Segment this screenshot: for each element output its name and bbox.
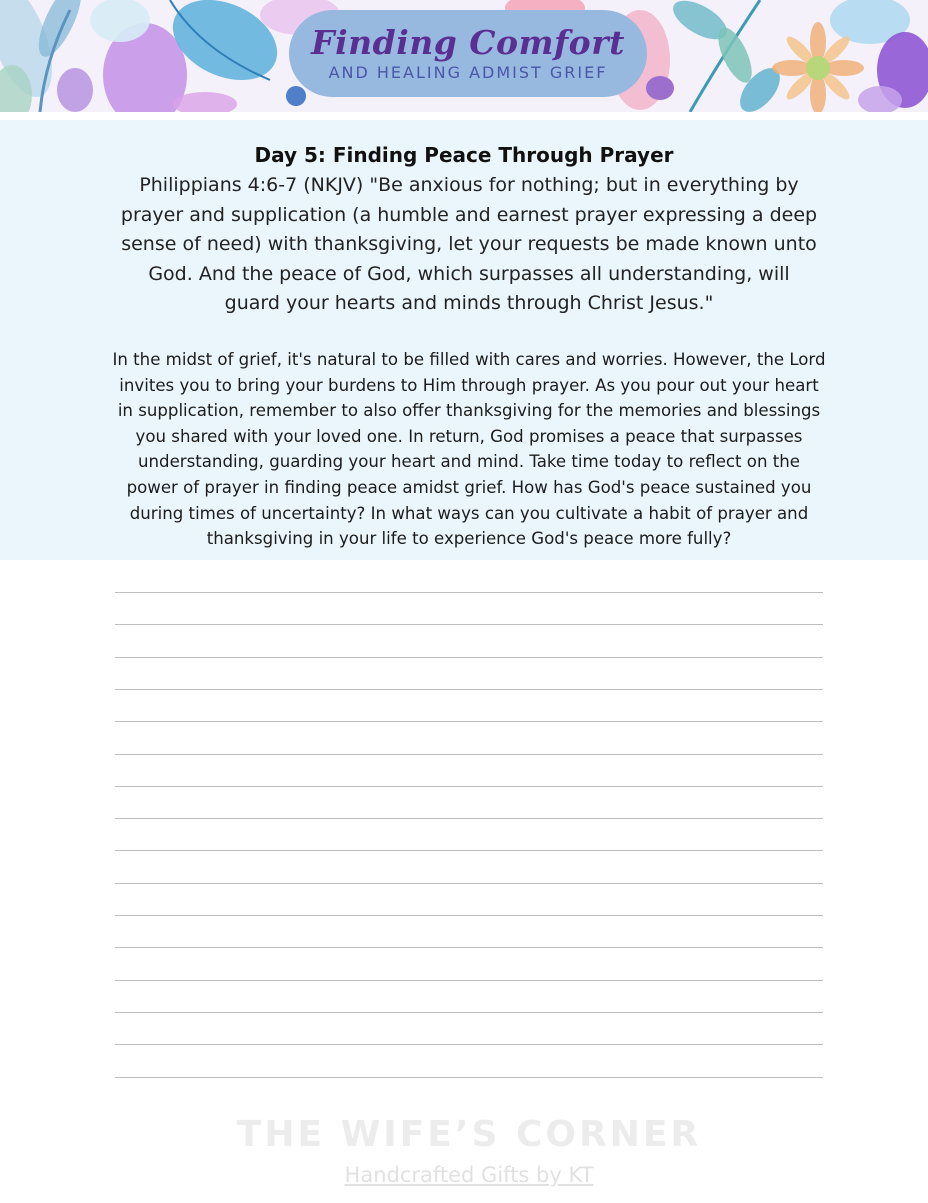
journal-line [115,1077,823,1078]
reflection-paragraph [72,347,866,552]
day-title: Day 5: Finding Peace Through Prayer [254,143,674,167]
journal-line [115,721,823,722]
journal-line [115,980,823,981]
journal-line [115,754,823,755]
journal-line [115,592,823,593]
journal-line [115,657,823,658]
reflection-line: you shared with your loved one. In return, God promises a peace that surpasses [135,426,803,446]
verse-line: sense of need) with thanksgiving, let your requests be made known unto [121,233,817,256]
reflection-line: In the midst of grief, it's natural to be filled with cares and worries. However, the Lord [112,350,826,369]
footer-subtitle-watermark: Handcrafted Gifts by KT [344,1163,594,1187]
journal-line [115,624,823,625]
journal-line [115,786,823,787]
verse-line: prayer and supplication (a humble and earnest prayer expressing a deep [120,203,818,226]
reflection-line: power of prayer in finding peace amidst grief. How has God's peace sustained you [126,477,812,497]
title-script: Finding Comfort [311,23,625,62]
title-subtitle: AND HEALING ADMIST GRIEF [328,63,608,82]
journal-line [115,850,823,851]
reflection-line: thanksgiving in your life to experience God's peace more fully? [206,529,732,549]
header-banner [0,0,928,112]
verse-line: God. And the peace of God, which surpasses all understanding, will [148,262,790,285]
footer-brand-watermark: THE WIFE’S CORNER [236,1114,702,1155]
divider-strip [0,112,928,120]
title-badge [289,10,647,97]
reflection-line: understanding, guarding your heart and mind. Take time today to reflect on the [138,452,800,472]
reflection-line: invites you to bring your burdens to Him through prayer. As you pour out your heart [119,375,819,395]
journal-line [115,1012,823,1013]
journal-line [115,947,823,948]
verse-line: Philippians 4:6-7 (NKJV) "Be anxious for nothing; but in everything by [139,174,799,196]
journal-line [115,689,823,690]
reflection-line: during times of uncertainty? In what ways can you cultivate a habit of prayer and [129,503,809,523]
journal-line [115,883,823,884]
journal-line [115,818,823,819]
journal-line [115,1044,823,1045]
verse-line: guard your hearts and minds through Christ Jesus." [224,292,714,315]
scripture-verse [70,171,868,319]
reflection-line: in supplication, remember to also offer thanksgiving for the memories and blessings [117,401,821,421]
journal-line [115,915,823,916]
